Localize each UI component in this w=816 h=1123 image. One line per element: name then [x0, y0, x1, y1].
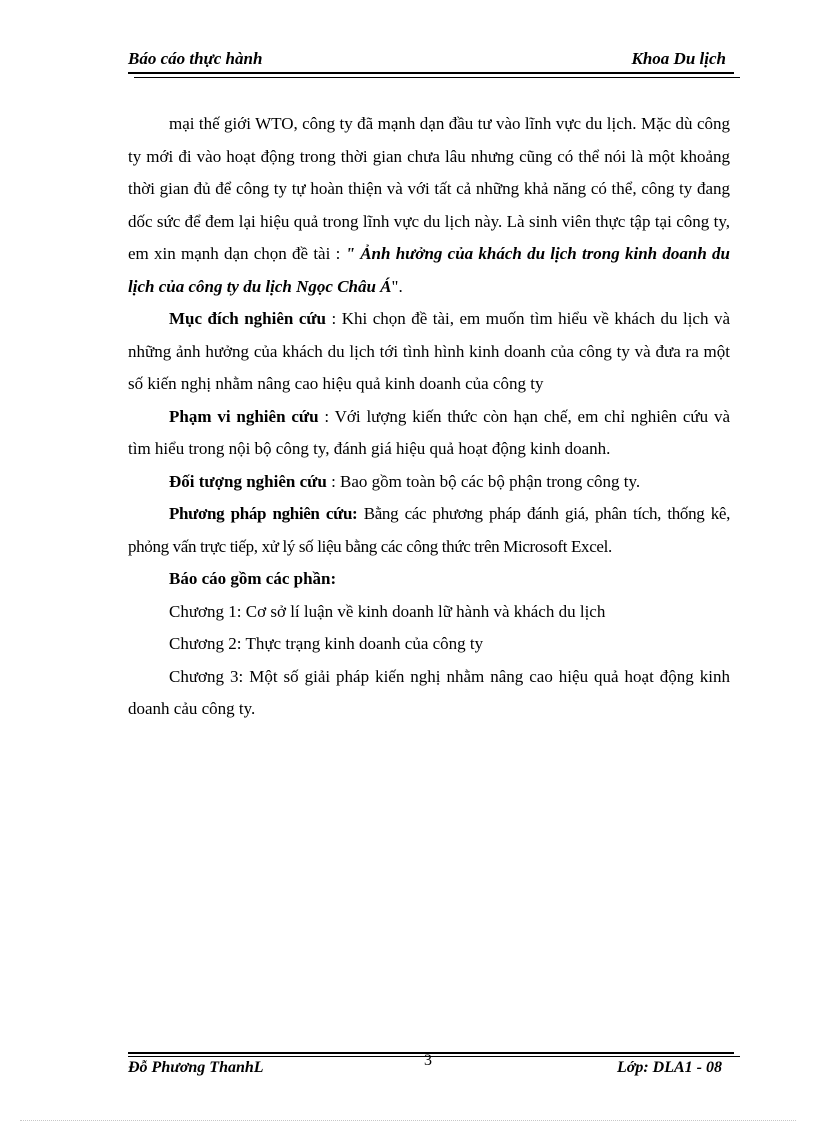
thesis-title: " Ảnh hưởng của khách du lịch trong kinh doanh du lịch của công ty du lịch Ngọc Châu Á [128, 244, 730, 296]
paragraph-intro: mại thế giới WTO, công ty đã mạnh dạn đầu tư vào lĩnh vực du lịch. Mặc dù công ty mới đi vào hoạt động trong thời gian chưa lâu nhưng cũng có thể nói là một khoảng thời gian đủ để công ty tự hoàn thiện và với tất cả những khả năng có thể, công ty đang dốc sức để đem lại hiệu quả trong lĩnh vực du lịch này. Là sinh viên thực tập tại công ty, em xin mạnh dạn chọn đề tài : " Ảnh hưởng của khách du lịch trong kinh doanh du lịch của công ty du lịch Ngọc Châu Á". [128, 114, 730, 296]
header-report-title: Báo cáo thực hành [128, 49, 263, 68]
subject-label: Đối tượng nghiên cứu [169, 471, 327, 491]
document-body [128, 108, 730, 726]
chapter-2: Chương 2: Thực trạng kinh doanh của công ty [169, 634, 484, 653]
page-footer [128, 1052, 734, 1080]
footer-rule-shadow [128, 1056, 740, 1057]
paragraph-subject: Đối tượng nghiên cứu : Bao gồm toàn bộ các bộ phận trong công ty. [169, 471, 641, 491]
paragraph-scope: Phạm vi nghiên cứu : Với lượng kiến thức còn hạn chế, em chỉ nghiên cứu và tìm hiểu trong nội bộ công ty, đánh giá hiệu quả hoạt động kinh doanh. [128, 406, 730, 458]
purpose-label: Mục đích nghiên cứu [169, 309, 327, 328]
page-header [128, 48, 734, 74]
paragraph-purpose: Mục đích nghiên cứu : Khi chọn đề tài, em muốn tìm hiểu về khách du lịch và những ảnh hưởng của khách du lịch tới tình hình kinh doanh của công ty và đưa ra một số kiến nghị nhằm nâng cao hiệu quả kinh doanh của công ty [128, 309, 730, 393]
page-bottom-edge [20, 1120, 796, 1121]
paragraph-method: Phương pháp nghiên cứu: Bằng các phương pháp đánh giá, phân tích, thống kê, phỏng vấn trực tiếp, xử lý số liệu bằng các công thức trên Microsoft Excel. [128, 504, 730, 556]
method-label: Phương pháp nghiên cứu: [169, 504, 358, 523]
paragraph-contents-heading: Báo cáo gồm các phần: [169, 569, 337, 588]
chapter-1: Chương 1: Cơ sở lí luận về kinh doanh lữ hành và khách du lịch [169, 601, 606, 621]
footer-author: Đỗ Phương ThanhL [128, 1059, 264, 1076]
header-faculty: Khoa Du lịch [631, 49, 726, 68]
page-number: 3 [424, 1052, 432, 1069]
chapter-3: Chương 3: Một số giải pháp kiến nghị nhằm nâng cao hiệu quả hoạt động kinh doanh cảu công ty. [128, 666, 730, 718]
scope-label: Phạm vi nghiên cứu [169, 406, 319, 426]
header-rule-shadow [134, 75, 740, 78]
footer-class: Lớp: DLA1 - 08 [616, 1059, 722, 1076]
